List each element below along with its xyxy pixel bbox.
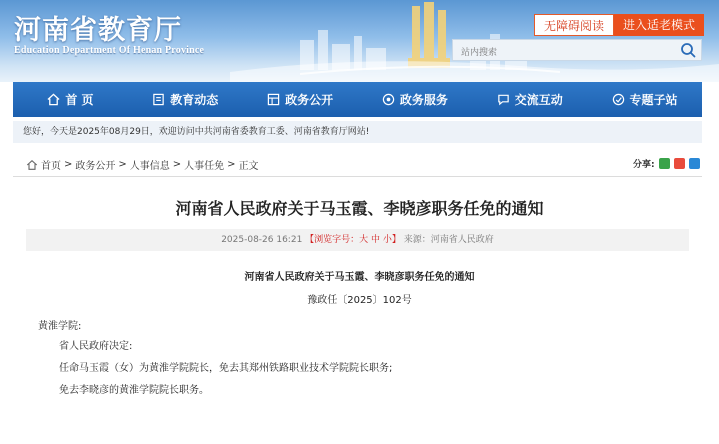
topic-icon (612, 93, 625, 106)
nav-item-label: 政务公开 (285, 93, 334, 107)
nav-item-label: 交流互动 (514, 93, 563, 107)
nav-item-education-news[interactable] (128, 82, 243, 117)
header-banner (0, 0, 719, 82)
article-paragraph: 省人民政府决定: (59, 341, 133, 352)
nav-item-label: 政务服务 (399, 93, 448, 107)
home-icon (26, 159, 38, 171)
nav-item-home[interactable] (13, 82, 128, 117)
font-size-switcher[interactable]: 【浏览字号：大 中 小】 (305, 235, 401, 245)
welcome-message: 您好，今天是2025年08月29日，欢迎访问中共河南省委教育工委、河南省教育厅网站! (13, 121, 702, 143)
service-icon (382, 93, 395, 106)
breadcrumb-current-page: 正文 (238, 161, 259, 172)
grid-icon (267, 93, 280, 106)
search-icon[interactable] (680, 42, 696, 58)
document-title: 河南省人民政府关于马玉霞、李晓彦职务任免的通知 (244, 272, 475, 283)
article-source: 来源：河南省人民政府 (403, 235, 494, 245)
nav-item-label: 专题子站 (629, 93, 678, 107)
article-title: 河南省人民政府关于马玉霞、李晓彦职务任免的通知 (175, 199, 544, 218)
nav-item-topic-sites[interactable] (587, 82, 702, 117)
article-paragraph: 免去李晓彦的黄淮学院院长职务。 (59, 385, 209, 396)
search-input[interactable] (453, 43, 671, 63)
site-logo-subtitle: Education Department Of Henan Province (14, 45, 205, 56)
article-meta (26, 229, 689, 251)
content-divider (13, 176, 702, 177)
breadcrumb-personnel-appointment-link[interactable]: 人事任免 (184, 161, 225, 172)
nav-item-interaction[interactable] (472, 82, 587, 117)
home-icon (47, 93, 60, 106)
document-icon (152, 93, 165, 106)
breadcrumb-government-affairs-link[interactable]: 政务公开 (75, 161, 116, 172)
article-paragraph: 任命马玉霞（女）为黄淮学院院长，免去其郑州铁路职业技术学院院长职务; (59, 363, 393, 374)
breadcrumb-separator: > (227, 159, 236, 170)
nav-item-label: 首 页 (65, 93, 94, 107)
site-logo-title[interactable]: 河南省教育厅 (14, 15, 182, 46)
breadcrumb-separator: > (172, 159, 182, 170)
breadcrumb (26, 157, 259, 172)
wechat-share-icon[interactable] (659, 158, 670, 169)
breadcrumb-personnel-info-link[interactable]: 人事信息 (129, 161, 170, 172)
article-salutation: 黄淮学院: (38, 321, 82, 332)
accessibility-reading-button[interactable]: 无障碍阅读 (534, 14, 614, 36)
nav-item-label: 教育动态 (170, 93, 219, 107)
document-number: 豫政任〔2025〕102号 (307, 295, 412, 306)
qq-share-icon[interactable] (689, 158, 700, 169)
article-date: 2025-08-26 16:21 (221, 235, 303, 245)
nav-item-government-affairs[interactable] (243, 82, 358, 117)
main-navigation (13, 82, 702, 117)
breadcrumb-separator: > (64, 159, 73, 170)
chat-icon (497, 93, 510, 106)
nav-item-government-services[interactable] (357, 82, 472, 117)
share-label: 分享: (633, 160, 655, 170)
elder-mode-button[interactable]: 进入适老模式 (614, 14, 704, 36)
weibo-share-icon[interactable] (674, 158, 685, 169)
breadcrumb-home-link[interactable]: 首页 (41, 161, 61, 172)
breadcrumb-separator: > (118, 159, 127, 170)
share-bar (633, 157, 700, 170)
site-search-box (452, 39, 702, 61)
